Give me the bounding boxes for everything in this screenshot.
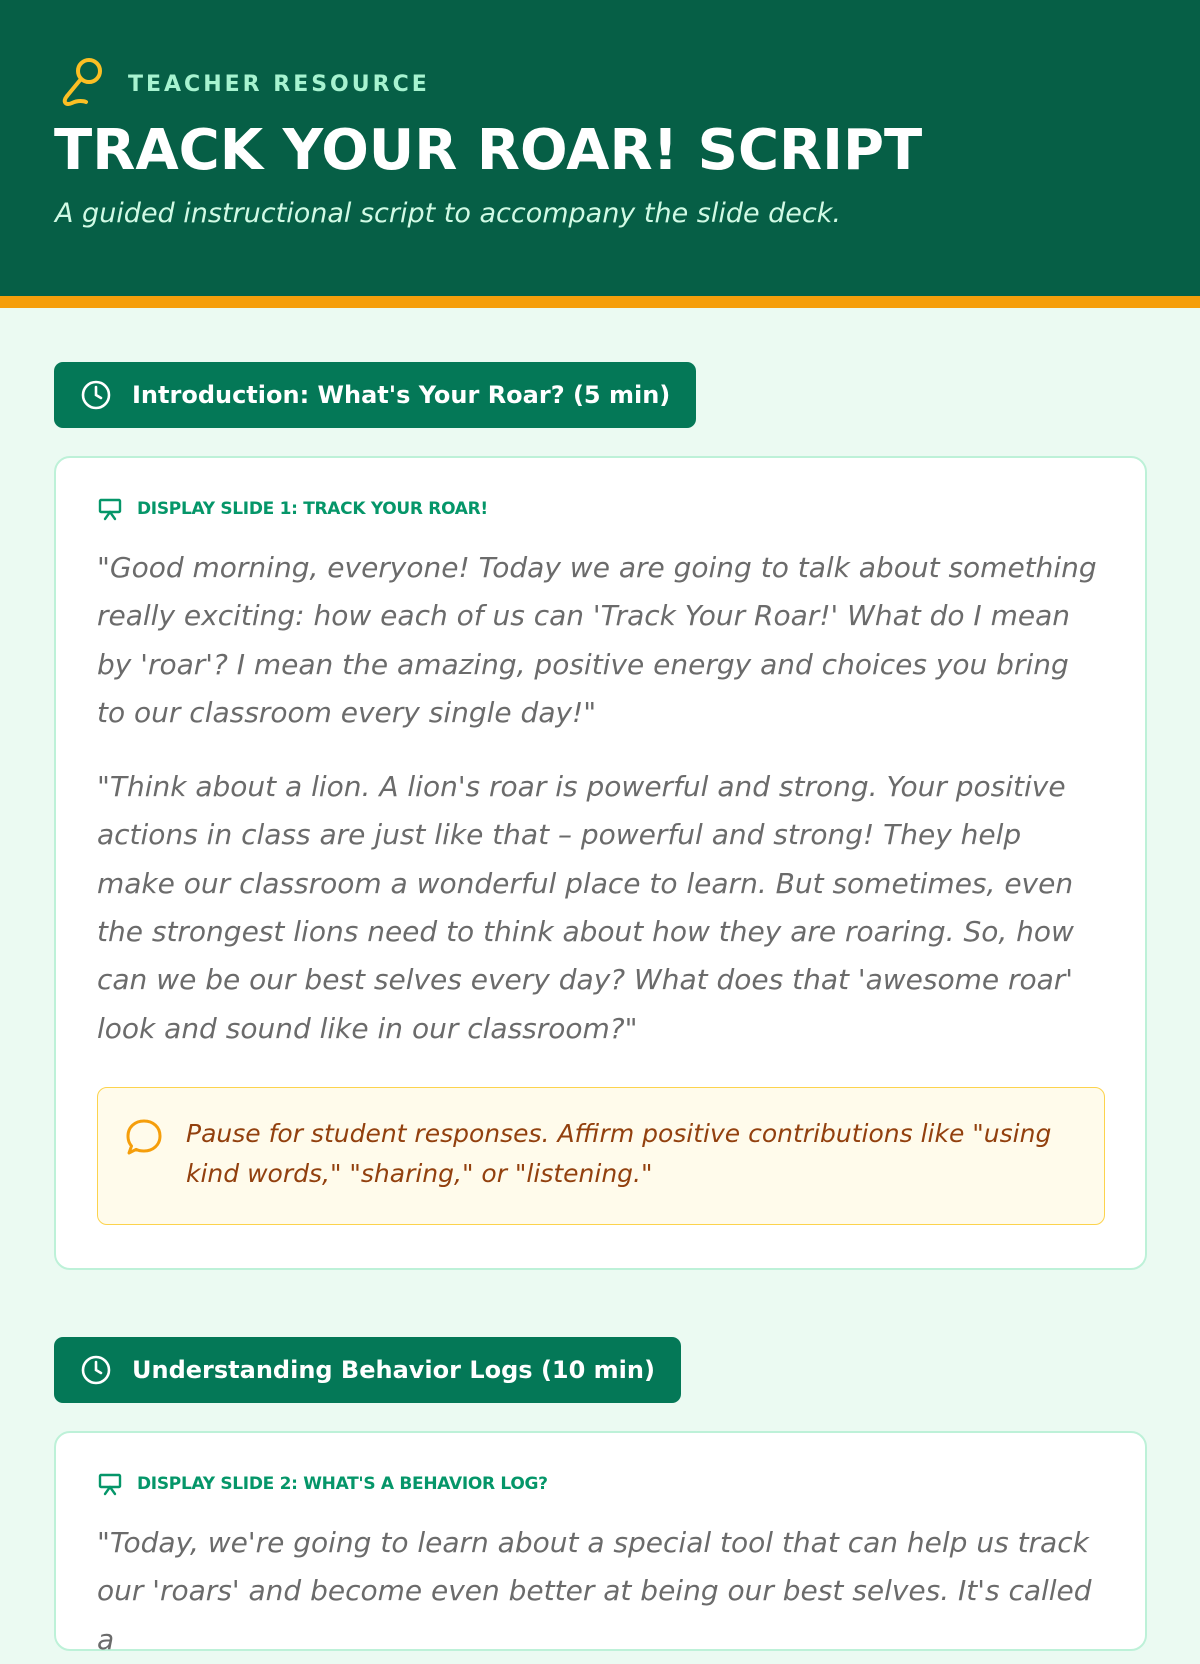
page-title: TRACK YOUR ROAR! SCRIPT [54,118,923,183]
teacher-note-text: Pause for student responses. Affirm positive contributions like "using kind words," "sharing," or "listening." [186,1118,1052,1188]
slide-label-text: DISPLAY SLIDE 1: TRACK YOUR ROAR! [137,499,488,519]
script-paragraph: "Today, we're going to learn about a special tool that can help us track our 'roars' and become even better at being our best selves. It's called a [97,1526,1092,1656]
speech-bubble-icon [124,1117,164,1157]
section-tag-label: Understanding Behavior Logs (10 min) [132,1356,655,1384]
clock-icon [80,379,112,411]
page-subtitle: A guided instructional script to accompany the slide deck. [55,198,841,229]
presentation-icon [97,496,123,522]
slide-label [97,1471,1105,1497]
section-tag-introduction [54,362,696,428]
eyebrow [60,56,430,112]
clock-icon [80,1354,112,1386]
script-card [54,456,1147,1270]
teacher-note [97,1087,1105,1225]
slide-label [97,496,1105,522]
microphone-icon [60,56,106,112]
page-header [0,0,1200,308]
script-paragraph: "Good morning, everyone! Today we are going to talk about something really exciting: how each of us can 'Track Your Roar!' What do I mean by 'roar'? I mean the amazing, positive energy and choices you bring to our classroom every single day!" [97,551,1097,729]
script-paragraph: "Think about a lion. A lion's roar is powerful and strong. Your positive actions in class are just like that – powerful and strong! They help make our classroom a wonderful place to learn. But sometimes, even the strongest lions need to think about how they are roaring. So, how can we be our best selves every day? What does that 'awesome roar' look and sound like in our classroom?" [97,770,1074,1045]
script-card [54,1431,1147,1656]
eyebrow-label: TEACHER RESOURCE [128,71,430,97]
section-tag-label: Introduction: What's Your Roar? (5 min) [132,381,671,409]
section-tag-behavior-logs [54,1337,681,1403]
slide-label-text: DISPLAY SLIDE 2: WHAT'S A BEHAVIOR LOG? [137,1474,548,1494]
presentation-icon [97,1471,123,1497]
